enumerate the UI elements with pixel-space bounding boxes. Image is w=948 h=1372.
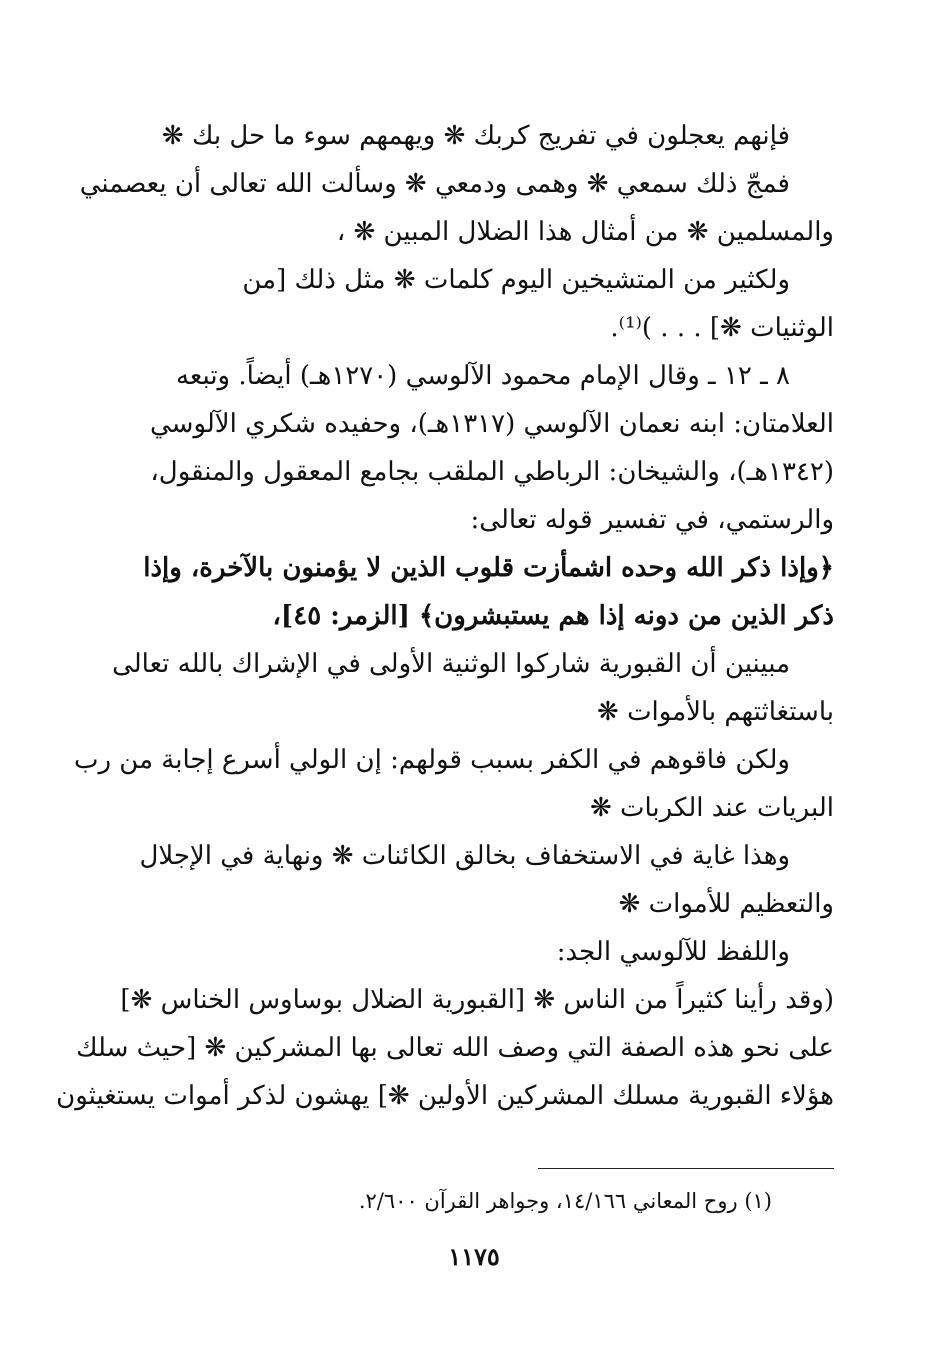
text-line-16: وهذا غاية في الاستخفاف بخالق الكائنات ❋ ونهاية في الإجلال xyxy=(139,841,790,871)
text-line-1: فإنهم يعجلون في تفريج كربك ❋ ويهمهم سوء ما حل بك ❋ xyxy=(161,121,790,151)
text-line-20: على نحو هذه الصفة التي وصف الله تعالى بها المشركين ❋ [حيث سلك xyxy=(76,1033,834,1063)
text-line-19: (وقد رأينا كثيراً من الناس ❋ [القبورية الضلال بوساوس الخناس ❋] xyxy=(120,985,834,1015)
text-line-5: الوثنيات ❋] . . . )⁽¹⁾. xyxy=(610,313,834,343)
quran-verse-line-1: ﴿وإذا ذكر الله وحده اشمأزت قلوب الذين لا يؤمنون بالآخرة، وإذا xyxy=(143,553,834,583)
text-line-21: هؤلاء القبورية مسلك المشركين الأولين ❋] يهشون لذكر أموات يستغيثون xyxy=(56,1081,834,1111)
text-line-13: باستغاثتهم بالأموات ❋ xyxy=(597,697,834,727)
footnote: (١) روح المعاني ١٤/١٦٦، وجواهر القرآن ٢/٦٠٠. xyxy=(358,1189,772,1213)
text-line-6: ٨ ـ ١٢ ـ وقال الإمام محمود الآلوسي (١٢٧٠هـ) أيضاً. وتبعه xyxy=(175,361,790,391)
quran-verse-line-2: ذكر الذين من دونه إذا هم يستبشرون﴾ [الزمر: ٤٥]، xyxy=(272,601,834,631)
text-line-18: واللفظ للآلوسي الجد: xyxy=(556,937,790,967)
text-line-7: العلامتان: ابنه نعمان الآلوسي (١٣١٧هـ)، وحفيده شكري الآلوسي xyxy=(149,409,834,439)
page-number: ١١٧٥ xyxy=(448,1242,500,1271)
main-text xyxy=(56,112,834,1120)
text-line-2: فمجّ ذلك سمعي ❋ وهمى ودمعي ❋ وسألت الله تعالى أن يعصمني xyxy=(79,169,790,199)
text-line-9: والرستمي، في تفسير قوله تعالى: xyxy=(470,505,834,535)
text-line-4: ولكثير من المتشيخين اليوم كلمات ❋ مثل ذلك [من xyxy=(242,265,790,295)
text-line-12: مبينين أن القبورية شاركوا الوثنية الأولى في الإشراك بالله تعالى xyxy=(112,649,790,679)
text-line-14: ولكن فاقوهم في الكفر بسبب قولهم: إن الولي أسرع إجابة من رب xyxy=(73,745,790,775)
text-line-8: (١٣٤٢هـ)، والشيخان: الرباطي الملقب بجامع المعقول والمنقول، xyxy=(150,457,834,487)
text-line-3: والمسلمين ❋ من أمثال هذا الضلال المبين ❋ ، xyxy=(336,217,834,247)
text-line-15: البريات عند الكربات ❋ xyxy=(589,793,834,823)
footnote-divider xyxy=(538,1168,834,1169)
text-line-17: والتعظيم للأموات ❋ xyxy=(618,889,834,919)
